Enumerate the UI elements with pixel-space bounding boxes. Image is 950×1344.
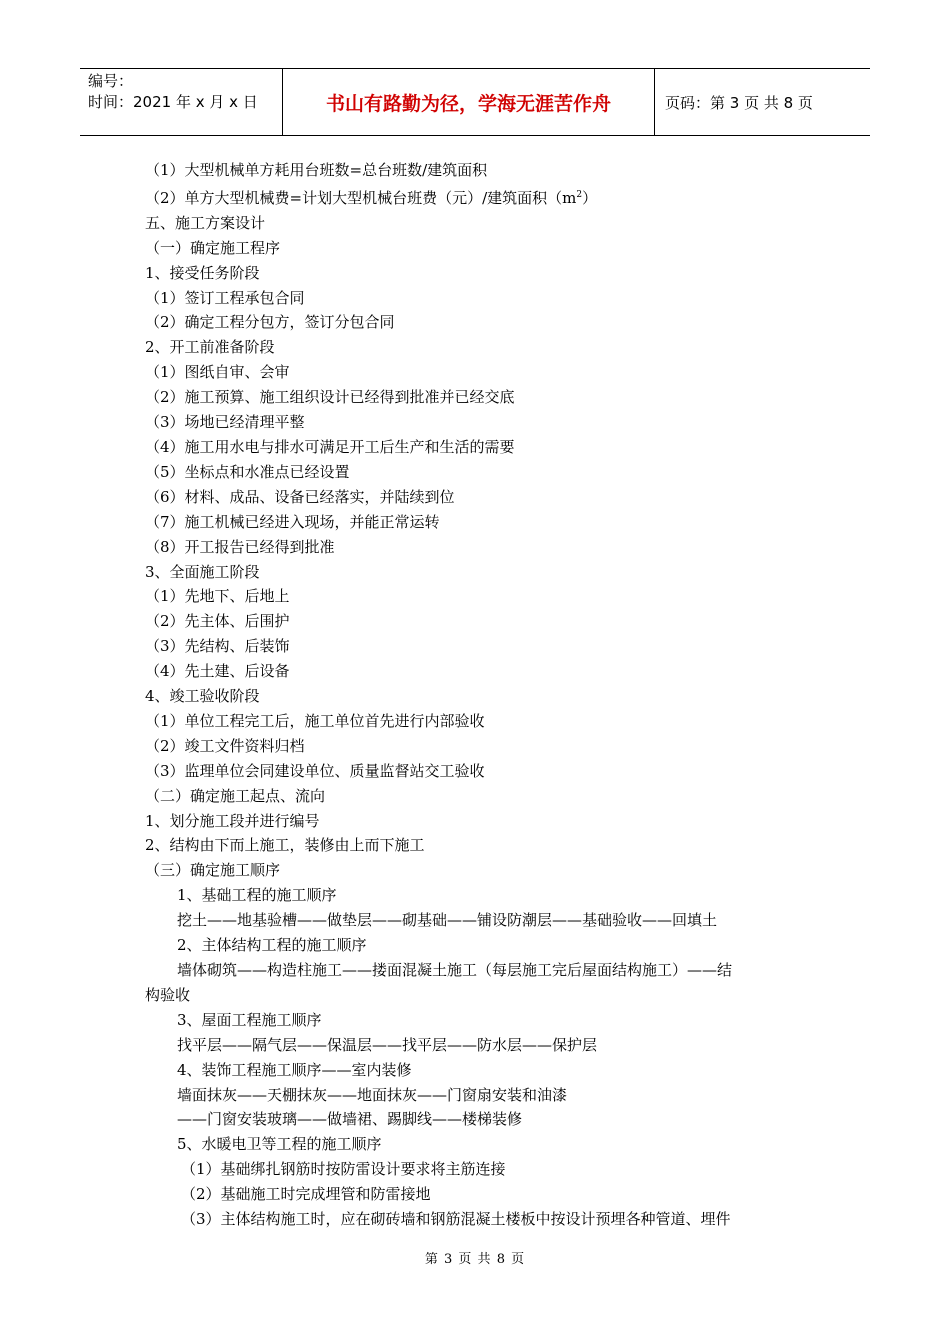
subsection-heading: （二）确定施工起点、流向 [145, 786, 326, 805]
text-line-main: （2）单方大型机械费=计划大型机械台班费（元）/建筑面积（m [145, 188, 577, 207]
text-line: （5）坐标点和水准点已经设置 [145, 462, 350, 481]
text-line: （4）先土建、后设备 [145, 662, 290, 681]
text-line: （1）先地下、后地上 [145, 587, 290, 606]
text-line: （2）施工预算、施工组织设计已经得到批准并已经交底 [145, 388, 515, 407]
text-line: （3）先结构、后装饰 [145, 637, 290, 656]
text-line: 2、主体结构工程的施工顺序 [177, 936, 367, 955]
text-line-close: ） [582, 188, 598, 207]
text-line: （2）确定工程分包方，签订分包合同 [145, 313, 395, 332]
text-line: （1）单位工程完工后，施工单位首先进行内部验收 [145, 711, 485, 730]
page-header [80, 68, 870, 136]
text-line: 1、接受任务阶段 [145, 263, 260, 282]
text-line: 2、结构由下而上施工，装修由上而下施工 [145, 836, 425, 855]
text-line: 构验收 [145, 985, 191, 1004]
text-line: （1）图纸自审、会审 [145, 363, 290, 382]
text-line: （2）先主体、后围护 [145, 612, 290, 631]
text-line: （2）基础施工时完成埋管和防雷接地 [181, 1185, 431, 1204]
subsection-heading: （一）确定施工程序 [145, 238, 281, 257]
text-line [145, 183, 805, 211]
text-line: （2）竣工文件资料归档 [145, 736, 305, 755]
text-line: 墙面抹灰——天棚抹灰——地面抹灰——门窗扇安装和油漆 [177, 1085, 568, 1104]
text-line: （1）基础绑扎钢筋时按防雷设计要求将主筋连接 [181, 1160, 506, 1179]
header-motto: 书山有路勤为径，学海无涯苦作舟 [283, 69, 655, 135]
document-time-label: 时间：2021 年 x 月 x 日 [88, 93, 258, 111]
text-line: 2、开工前准备阶段 [145, 338, 275, 357]
text-line: 3、全面施工阶段 [145, 562, 260, 581]
document-body [145, 158, 805, 1232]
text-line: ——门窗安装玻璃——做墙裙、踢脚线——楼梯装修 [177, 1110, 523, 1129]
header-page-code: 页码：第 3 页 共 8 页 [665, 93, 813, 112]
text-line: 挖土——地基验槽——做垫层——砌基础——铺设防潮层——基础验收——回填土 [177, 911, 718, 930]
text-line: （4）施工用水电与排水可满足开工后生产和生活的需要 [145, 437, 515, 456]
text-line: 4、装饰工程施工顺序——室内装修 [177, 1060, 412, 1079]
text-line: 墙体砌筑——构造柱施工——搂面混凝土施工（每层施工完后屋面结构施工）——结 [177, 961, 733, 979]
text-line: （3）场地已经清理平整 [145, 413, 305, 432]
header-meta [80, 69, 283, 135]
subsection-heading: （三）确定施工顺序 [145, 861, 281, 880]
text-line: （1）大型机械单方耗用台班数=总台班数/建筑面积 [145, 161, 488, 179]
text-line: 4、竣工验收阶段 [145, 687, 260, 706]
text-line: （7）施工机械已经进入现场，并能正常运转 [145, 512, 440, 531]
text-line: 5、水暖电卫等工程的施工顺序 [177, 1135, 382, 1154]
text-line: （3）监理单位会同建设单位、质量监督站交工验收 [145, 761, 485, 780]
text-line: 找平层——隔气层——保温层——找平层——防水层——保护层 [177, 1035, 598, 1054]
text-line: （6）材料、成品、设备已经落实，并陆续到位 [145, 487, 455, 506]
text-line: （3）主体结构施工时，应在砌砖墙和钢筋混凝土楼板中按设计预埋各种管道、埋件 [181, 1210, 731, 1229]
page-footer: 第 3 页 共 8 页 [424, 1252, 526, 1267]
document-number-label: 编号： [88, 72, 134, 90]
section-heading: 五、施工方案设计 [145, 213, 266, 232]
text-line: （1）签订工程承包合同 [145, 288, 305, 307]
superscript-unit: 2 [576, 189, 583, 200]
text-line: 3、屋面工程施工顺序 [177, 1010, 322, 1029]
text-line: （8）开工报告已经得到批准 [145, 537, 335, 556]
text-line: 1、划分施工段并进行编号 [145, 811, 320, 830]
text-line: 1、基础工程的施工顺序 [177, 886, 337, 905]
